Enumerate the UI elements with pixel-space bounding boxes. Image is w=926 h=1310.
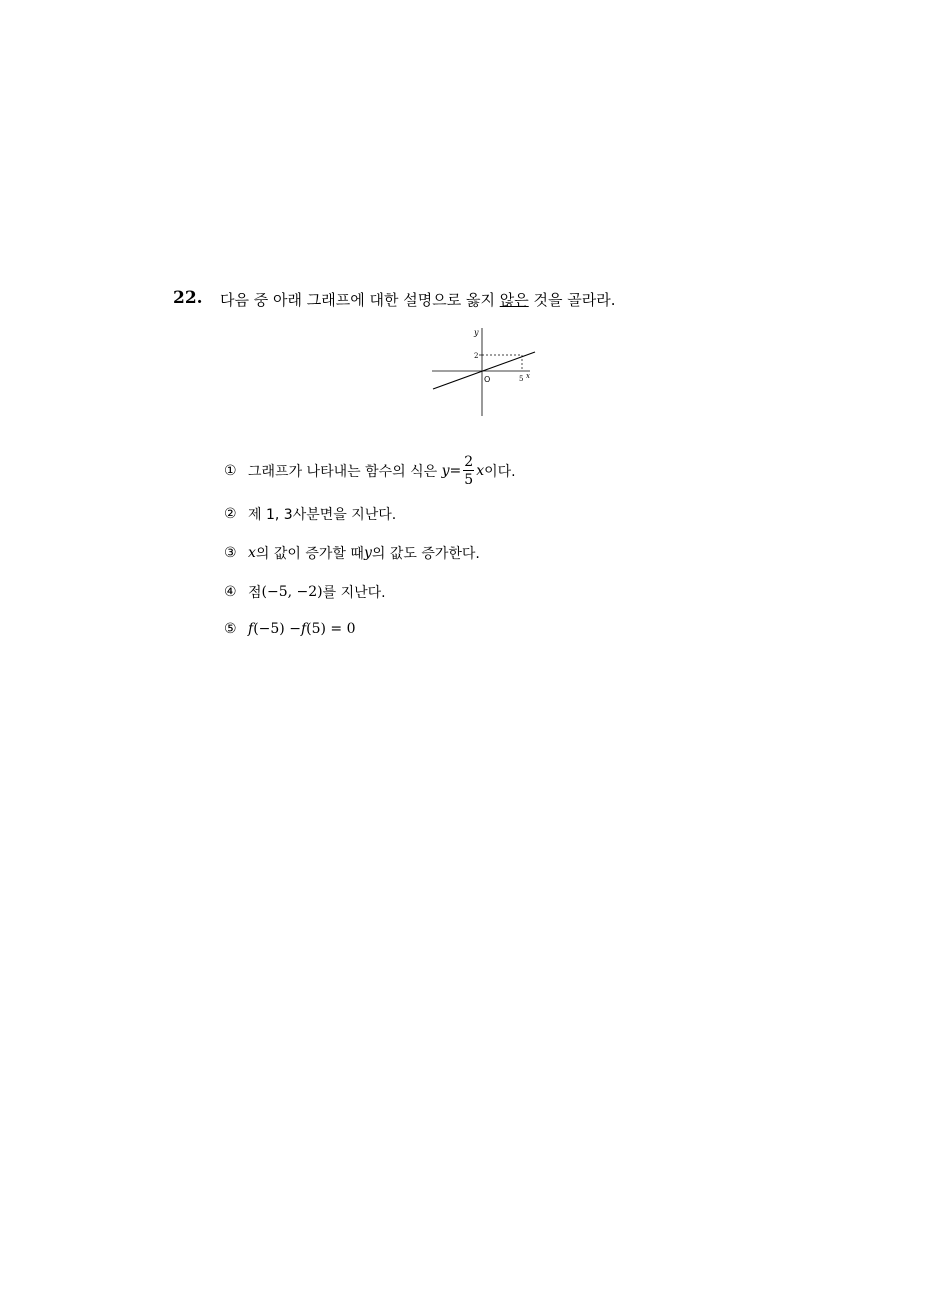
choice-text-before: 점: [248, 585, 262, 601]
choice-3: [224, 543, 480, 563]
choice-1: [224, 455, 516, 487]
question-text: [220, 289, 615, 310]
var-y: y: [441, 463, 450, 479]
fraction-denominator: 5: [464, 472, 474, 488]
var-y: y: [363, 545, 372, 561]
y-tick-label: 2: [474, 352, 479, 360]
choice-mark: ②: [224, 506, 237, 522]
var-x: x: [248, 545, 256, 561]
fraction-numerator: 2: [464, 454, 474, 470]
fraction: [463, 455, 474, 487]
choice-text-after: 의 값도 증가한다.: [371, 546, 480, 562]
function-graph: [430, 326, 540, 418]
choice-text-mid: 의 값이 증가할 때: [255, 546, 364, 562]
question-number: 22.: [173, 288, 203, 308]
choice-mark: ①: [224, 463, 237, 479]
choice-2: [224, 504, 396, 524]
choice-text: 그래프가 나타내는 함수의 식은: [248, 464, 438, 480]
function-arg-1: (−5) −: [253, 621, 301, 637]
choice-mark: ⑤: [224, 621, 237, 637]
question-text-before: 다음 중 아래 그래프에 대한 설명으로 옳지: [220, 291, 500, 309]
x-axis-label: x: [526, 372, 530, 380]
question-text-after: 것을 골라라.: [528, 291, 616, 309]
choice-mark: ③: [224, 545, 237, 561]
choice-mark: ④: [224, 584, 237, 600]
function-f: f: [300, 621, 307, 637]
equals-sign: =: [449, 463, 462, 479]
question-text-underlined: 않은: [499, 291, 529, 309]
origin-label: O: [484, 375, 491, 384]
choice-text-after: 를 지난다.: [322, 585, 386, 601]
x-tick-label: 5: [519, 375, 524, 383]
var-x: x: [476, 463, 485, 479]
y-axis-label: y: [474, 328, 479, 337]
choice-5: [224, 621, 356, 637]
function-arg-2: (5) = 0: [306, 621, 356, 637]
point-coordinates: (−5, −2): [261, 584, 323, 600]
choice-4: [224, 582, 386, 602]
function-f: f: [248, 621, 254, 637]
choice-text-after: 이다.: [484, 464, 516, 480]
choice-text: 제 1, 3사분면을 지난다.: [248, 507, 397, 523]
